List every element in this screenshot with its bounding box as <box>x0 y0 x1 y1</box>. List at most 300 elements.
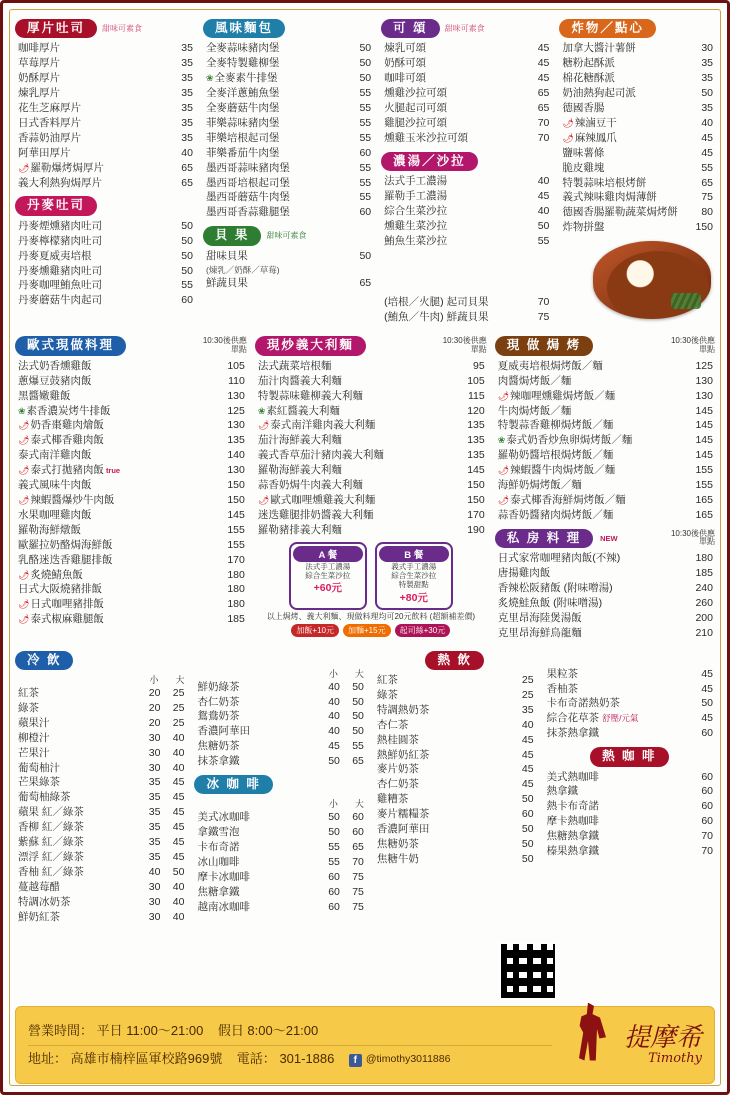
list-item[interactable] <box>203 176 373 191</box>
item-name: 唐揚雞肉飯 <box>497 567 551 580</box>
list-item[interactable] <box>374 807 536 822</box>
list-item[interactable] <box>374 703 536 718</box>
list-item[interactable] <box>15 86 195 101</box>
item-name: 糖粉起酥派 <box>562 57 615 70</box>
item-price: 35 <box>701 72 713 85</box>
item-name: 奶油熱狗起司派 <box>562 87 636 100</box>
item-name: 茄汁海鮮義大利麵 <box>257 434 342 447</box>
list-item[interactable] <box>15 790 186 805</box>
section-header-pasta <box>255 336 487 355</box>
list-item[interactable] <box>559 161 715 176</box>
item-name: 鮮蔬貝果 <box>205 276 248 289</box>
list-item[interactable] <box>255 523 487 538</box>
list-item[interactable] <box>15 463 247 478</box>
item-price: 45 <box>537 57 550 70</box>
list-item[interactable] <box>194 900 365 915</box>
list-item[interactable] <box>203 146 373 161</box>
item-name: 羅勒爆烤焗厚片 <box>30 161 104 174</box>
item-name: 牛肉焗烤飯／麵 <box>497 404 572 417</box>
list-item[interactable] <box>15 293 195 308</box>
list-item[interactable] <box>381 116 551 131</box>
list-item[interactable] <box>15 835 186 850</box>
list-item[interactable] <box>15 71 195 86</box>
list-item[interactable] <box>374 762 536 777</box>
list-item[interactable] <box>495 433 715 448</box>
list-item[interactable] <box>15 448 247 463</box>
meal-b-price: +80元 <box>399 591 428 604</box>
item-name: 義式辣味雞肉焗薄餅 <box>562 191 657 204</box>
item-name: 雞糟茶 <box>376 793 409 806</box>
item-name: 炙燒鯖魚飯 <box>30 568 83 581</box>
item-name: 克里昂海陸煲湯飯 <box>497 611 582 624</box>
list-item[interactable] <box>544 784 715 799</box>
item-price: 180 <box>227 583 245 596</box>
item-price: 80 <box>701 206 713 219</box>
list-danish-toast <box>15 219 195 308</box>
item-price: 45 <box>521 748 534 761</box>
item-name: 乳酪迷迭香雞腿排飯 <box>18 553 113 566</box>
list-item[interactable] <box>381 56 551 71</box>
list-item[interactable] <box>255 389 487 404</box>
price-large: 75 <box>352 871 364 884</box>
item-name: 柳橙汁 <box>18 731 50 744</box>
item-name: 冰山咖啡 <box>197 856 240 869</box>
list-item[interactable] <box>15 433 247 448</box>
list-item[interactable] <box>495 463 715 478</box>
price-large: 45 <box>172 791 185 804</box>
list-item[interactable] <box>374 733 536 748</box>
meal-set-b[interactable] <box>375 542 453 610</box>
list-item[interactable] <box>15 820 186 835</box>
list-item[interactable] <box>374 777 536 792</box>
section-note: 甜味可素食 <box>266 231 307 241</box>
list-hot-coffee <box>544 770 715 859</box>
list-item[interactable] <box>15 523 247 538</box>
item-name: 全麥素牛排堡 <box>214 72 278 85</box>
list-item[interactable] <box>559 41 715 56</box>
list-item[interactable] <box>194 754 365 769</box>
facebook-link[interactable] <box>349 1050 451 1070</box>
list-item[interactable] <box>559 71 715 86</box>
list-item[interactable] <box>15 264 195 279</box>
item-price: 165 <box>695 493 713 506</box>
list-item[interactable] <box>495 626 715 641</box>
price-small: 40 <box>328 710 340 723</box>
list-item[interactable] <box>255 433 487 448</box>
item-name: 火腿起司可頌 <box>384 102 448 114</box>
list-item[interactable] <box>255 359 487 374</box>
list-item[interactable] <box>255 478 487 493</box>
list-item[interactable] <box>374 718 536 733</box>
item-name: 熱卡布奇諾 <box>546 800 600 813</box>
list-item[interactable] <box>381 131 551 146</box>
list-item[interactable] <box>544 667 715 682</box>
item-price: 55 <box>537 234 550 247</box>
list-item[interactable] <box>374 748 536 763</box>
price-large: 50 <box>352 725 364 738</box>
item-price: 145 <box>695 434 713 447</box>
meal-set-a[interactable] <box>289 542 367 610</box>
item-price: 65 <box>537 102 550 114</box>
list-item[interactable] <box>15 538 247 553</box>
size-header: 小 大 <box>328 668 364 679</box>
list-item[interactable] <box>194 825 365 840</box>
list-item[interactable] <box>559 190 715 205</box>
list-item[interactable] <box>15 582 247 597</box>
facebook-handle: @timothy3011886 <box>365 1053 451 1066</box>
list-item[interactable] <box>381 41 551 56</box>
list-noodle-bread <box>203 41 373 220</box>
column-4 <box>559 13 715 326</box>
list-item[interactable] <box>381 234 551 249</box>
addon-rice[interactable]: 加飯+10元 <box>291 624 339 637</box>
new-badge: true <box>105 466 121 476</box>
item-price: 145 <box>695 419 713 432</box>
item-name: 泰式南洋雞肉義大利麵 <box>270 419 376 432</box>
list-item[interactable] <box>15 910 186 925</box>
list-item[interactable] <box>544 799 715 814</box>
meal-b-line3: 特製甜點 <box>398 580 429 590</box>
item-name: 丹麥燻雞豬肉吐司 <box>18 264 102 277</box>
list-item[interactable] <box>15 418 247 433</box>
list-item[interactable] <box>381 101 551 116</box>
list-item[interactable] <box>15 686 186 701</box>
column-hot-1 <box>374 645 536 927</box>
item-name: 漂浮 紅／綠茶 <box>18 850 84 863</box>
section-header-cold-drinks <box>15 651 186 670</box>
item-price: 65 <box>701 176 713 189</box>
qr-code[interactable] <box>499 942 557 1000</box>
list-item[interactable] <box>194 855 365 870</box>
list-item[interactable] <box>381 174 551 189</box>
section-title: 可 頌 <box>381 19 439 38</box>
price-large: 45 <box>172 821 185 834</box>
list-item[interactable] <box>374 852 536 867</box>
list-item[interactable] <box>495 581 715 596</box>
item-price: 70 <box>701 830 714 843</box>
section-note: 甜味可素食 <box>444 24 485 34</box>
item-name: 鮮奶紅茶 <box>18 910 60 923</box>
hot-dishes-columns <box>15 330 715 642</box>
item-name: 素香濃炭烤牛排飯 <box>26 404 111 417</box>
list-item[interactable] <box>15 553 247 568</box>
item-price: 50 <box>181 264 193 277</box>
list-item[interactable] <box>203 71 373 86</box>
list-item[interactable] <box>559 116 715 131</box>
list-item[interactable] <box>15 359 247 374</box>
item-name: 丹麥夏威夷培根 <box>18 249 92 262</box>
list-item[interactable] <box>544 844 715 859</box>
list-item[interactable] <box>381 189 551 204</box>
section-header-hot-drinks <box>374 651 536 670</box>
list-item[interactable] <box>15 597 247 612</box>
list-item[interactable] <box>15 101 195 116</box>
list-item[interactable] <box>15 493 247 508</box>
meal-a-line2: 綜合生菜沙拉 <box>305 571 351 581</box>
item-price: 50 <box>701 87 713 100</box>
item-name: 奶酥可頌 <box>384 57 427 70</box>
list-item[interactable] <box>374 688 536 703</box>
list-item[interactable] <box>15 131 195 146</box>
item-price: 50 <box>537 219 550 232</box>
list-item[interactable] <box>194 870 365 885</box>
list-item[interactable] <box>203 190 373 205</box>
list-item[interactable] <box>495 508 715 523</box>
item-name: 全麥蘑菇牛肉堡 <box>205 102 280 114</box>
list-item[interactable] <box>203 41 373 56</box>
list-item[interactable] <box>559 101 715 116</box>
list-item[interactable] <box>374 837 536 852</box>
item-price: 135 <box>467 419 485 432</box>
list-item[interactable] <box>15 568 247 583</box>
list-item[interactable] <box>203 276 373 291</box>
list-item[interactable] <box>495 551 715 566</box>
list-item[interactable] <box>255 463 487 478</box>
price-large: 65 <box>352 755 364 768</box>
list-item[interactable] <box>255 493 487 508</box>
list-item[interactable] <box>15 176 195 191</box>
list-item[interactable] <box>495 389 715 404</box>
item-name: 法式奶香燻雞飯 <box>18 359 92 372</box>
hours-holiday: 假日 8:00～21:00 <box>217 1022 319 1038</box>
list-item <box>203 264 373 276</box>
list-item[interactable] <box>194 810 365 825</box>
item-price: 200 <box>695 611 713 624</box>
list-item[interactable] <box>203 131 373 146</box>
list-item[interactable] <box>374 792 536 807</box>
list-item[interactable] <box>15 895 186 910</box>
list-item[interactable] <box>559 176 715 191</box>
list-item[interactable] <box>544 770 715 785</box>
price-large: 50 <box>352 710 364 723</box>
list-item[interactable] <box>495 478 715 493</box>
list-item[interactable] <box>15 219 195 234</box>
list-item[interactable] <box>559 131 715 146</box>
item-name: 咖啡厚片 <box>18 42 60 55</box>
item-name: 雞腿沙拉可頌 <box>384 116 448 129</box>
list-item[interactable] <box>495 418 715 433</box>
footer-bar <box>15 1006 715 1084</box>
list-item[interactable] <box>559 146 715 161</box>
addon-cheese[interactable]: 起司絲+30元 <box>395 624 451 637</box>
list-item[interactable] <box>203 86 373 101</box>
item-name: 香柚茶 <box>546 682 579 695</box>
list-item[interactable] <box>381 86 551 101</box>
list-item[interactable] <box>544 829 715 844</box>
list-item[interactable] <box>15 850 186 865</box>
item-name: 綜合花草茶 <box>546 712 600 725</box>
dish-photo <box>593 241 711 319</box>
list-item[interactable] <box>255 448 487 463</box>
item-name: 燻雞沙拉可頌 <box>384 87 448 100</box>
list-item[interactable] <box>15 761 186 776</box>
list-item[interactable] <box>15 701 186 716</box>
price-small: 40 <box>328 695 340 708</box>
list-item[interactable] <box>194 724 365 739</box>
list-item[interactable] <box>15 508 247 523</box>
section-header-croissant <box>381 19 551 38</box>
list-item[interactable] <box>203 116 373 131</box>
list-item[interactable] <box>495 566 715 581</box>
list-item[interactable] <box>495 493 715 508</box>
list-item[interactable] <box>559 205 715 220</box>
list-item[interactable] <box>15 805 186 820</box>
list-baked <box>495 359 715 523</box>
list-house-special <box>495 551 715 640</box>
item-name: 水果咖哩雞肉飯 <box>18 508 92 521</box>
item-price: 45 <box>537 72 550 85</box>
list-item[interactable] <box>15 478 247 493</box>
list-item[interactable] <box>15 161 195 176</box>
item-name: 抹茶熱拿鐵 <box>546 727 600 740</box>
item-name: 克里昂海鮮鳥龍麵 <box>497 626 582 639</box>
list-item[interactable] <box>15 612 247 627</box>
list-item[interactable] <box>381 219 551 234</box>
chili-icon: 🌶 <box>497 494 510 505</box>
list-item[interactable] <box>544 682 715 697</box>
list-item[interactable] <box>544 726 715 741</box>
list-item[interactable] <box>15 775 186 790</box>
price-large: 40 <box>172 880 185 893</box>
list-item[interactable] <box>495 596 715 611</box>
price-small: 30 <box>148 880 161 893</box>
item-name: 泰式南洋雞肉飯 <box>18 449 92 462</box>
list-item[interactable] <box>203 205 373 220</box>
list-item[interactable] <box>203 249 373 264</box>
list-item[interactable] <box>15 249 195 264</box>
phone-label: 電話： <box>236 1050 276 1066</box>
list-item[interactable] <box>374 822 536 837</box>
item-name: 阿華田厚片 <box>18 146 71 159</box>
item-price: 125 <box>227 404 245 417</box>
item-name: 綠茶 <box>18 701 39 714</box>
list-item[interactable] <box>381 310 551 325</box>
meal-a-price: +60元 <box>313 582 342 595</box>
price-small: 35 <box>148 806 161 819</box>
list-item[interactable] <box>15 146 195 161</box>
list-item[interactable] <box>15 746 186 761</box>
list-item[interactable] <box>194 695 365 710</box>
list-item[interactable] <box>194 680 365 695</box>
item-price: 65 <box>537 87 550 100</box>
list-item[interactable] <box>544 696 715 711</box>
list-item[interactable] <box>544 814 715 829</box>
item-price: 120 <box>467 404 485 417</box>
list-item[interactable] <box>15 865 186 880</box>
price-large: 75 <box>352 885 364 898</box>
list-item[interactable] <box>559 56 715 71</box>
list-item[interactable] <box>559 86 715 101</box>
list-item[interactable] <box>15 116 195 131</box>
section-title: 炸物／點心 <box>559 19 656 38</box>
list-item[interactable] <box>559 220 715 235</box>
list-item[interactable] <box>203 56 373 71</box>
item-name: 綜合生菜沙拉 <box>384 204 448 217</box>
item-price: 210 <box>695 626 713 639</box>
item-name: 菲樂蒜味豬肉堡 <box>205 116 280 129</box>
item-price: 50 <box>521 852 534 865</box>
list-item[interactable] <box>374 673 536 688</box>
item-price: 50 <box>359 57 372 70</box>
list-thick-toast <box>15 41 195 190</box>
price-large: 45 <box>172 850 185 863</box>
list-item[interactable] <box>544 711 715 726</box>
item-name: 日式香料厚片 <box>18 116 81 129</box>
list-item[interactable] <box>255 374 487 389</box>
item-name: 辣滷豆干 <box>574 116 617 129</box>
list-item[interactable] <box>15 404 247 419</box>
list-item[interactable] <box>194 709 365 724</box>
list-item[interactable] <box>15 278 195 293</box>
list-item[interactable] <box>255 418 487 433</box>
list-item[interactable] <box>495 374 715 389</box>
list-item[interactable] <box>15 389 247 404</box>
item-price: 70 <box>701 845 714 858</box>
list-item[interactable] <box>381 71 551 86</box>
list-item[interactable] <box>15 731 186 746</box>
price-small: 35 <box>148 850 161 863</box>
item-name: 葡萄柚綠茶 <box>18 791 71 804</box>
list-item[interactable] <box>255 404 487 419</box>
section-header-noodle-bread <box>203 19 373 38</box>
item-name: 麥片奶茶 <box>376 763 419 776</box>
price-large: 45 <box>172 806 185 819</box>
price-small: 35 <box>148 836 161 849</box>
list-item[interactable] <box>194 840 365 855</box>
item-name: 法式蔬菜培根麵 <box>257 359 332 372</box>
list-item[interactable] <box>203 161 373 176</box>
item-price: 50 <box>701 697 714 710</box>
list-item[interactable] <box>255 508 487 523</box>
item-name: 泰式椰香海鮮焗烤飯／麵 <box>510 493 626 506</box>
item-price: 170 <box>227 553 245 566</box>
item-name: 鴛鴦奶茶 <box>197 710 240 723</box>
list-item[interactable] <box>495 611 715 626</box>
item-price: 145 <box>227 508 245 521</box>
list-item[interactable] <box>15 56 195 71</box>
list-item[interactable] <box>15 880 186 895</box>
list-item[interactable] <box>381 204 551 219</box>
list-item[interactable] <box>495 448 715 463</box>
list-item[interactable] <box>203 101 373 116</box>
addon-noodle[interactable]: 加麵+15元 <box>343 624 391 637</box>
list-item[interactable] <box>15 716 186 731</box>
list-item[interactable] <box>194 885 365 900</box>
list-item[interactable] <box>194 739 365 754</box>
list-item[interactable] <box>15 374 247 389</box>
section-header-bagel <box>203 226 373 245</box>
list-ice-coffee <box>194 810 365 914</box>
list-item[interactable] <box>495 404 715 419</box>
section-header-hot-coffee <box>544 747 715 766</box>
item-name: 特調熱奶茶 <box>376 703 430 716</box>
item-price: 260 <box>695 596 713 609</box>
list-item[interactable] <box>15 234 195 249</box>
list-item[interactable] <box>495 359 715 374</box>
column-euro-rice <box>15 330 247 642</box>
size-header: 小 大 <box>328 799 364 810</box>
price-large: 40 <box>172 746 185 759</box>
price-large: 50 <box>172 865 185 878</box>
item-name: 歐式咖哩燻雞義大利麵 <box>270 493 376 506</box>
item-name: 美式熱咖啡 <box>546 770 600 783</box>
item-name: 咖啡可頌 <box>384 72 427 85</box>
hours-weekday: 平日 11:00～21:00 <box>96 1022 204 1038</box>
meal-note: 以上焗烤、義大利麵、現做料理均可20元飲料 (超額補差價) <box>266 611 476 621</box>
list-item[interactable] <box>381 295 551 310</box>
list-item[interactable] <box>15 41 195 56</box>
item-name: 丹麥檸檬豬肉吐司 <box>18 234 102 247</box>
